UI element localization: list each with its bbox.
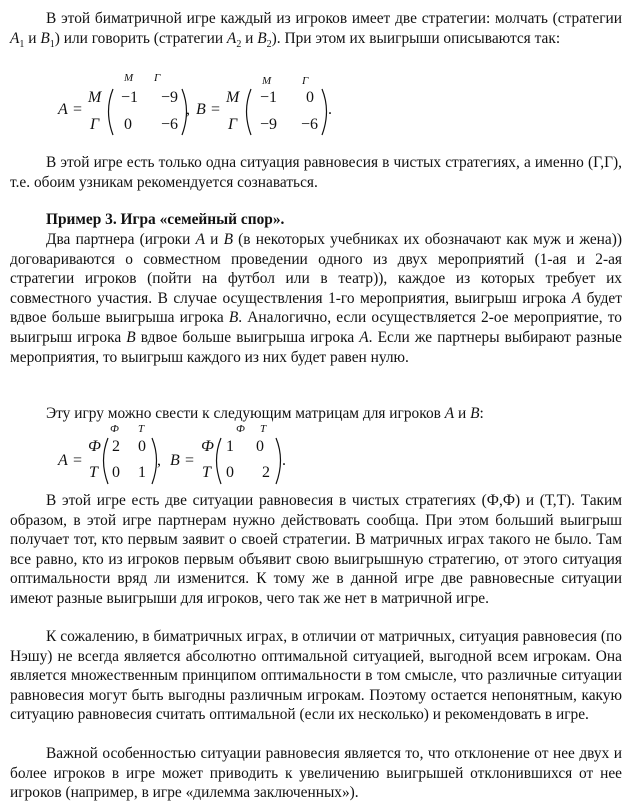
matrix-b-row-label-1: М [226, 89, 240, 106]
matrix-b-separator: . [328, 101, 332, 118]
matrix2-b-cell-1-2: 0 [256, 438, 264, 455]
matrix-b-cell-1-2: 0 [306, 89, 314, 106]
matrix2-a-cell-1-2: 0 [138, 438, 146, 455]
paragraph-strategies: В этой биматричной игре каждый из игроков имеет две стратегии: молчать (стратегии $A_1$ и $B_1$) или говорить (стратегии $A_2$ и $B_2$). При этом их выигрыши описываются так: [10, 10, 622, 50]
matrix-b-brackets [0, 72, 628, 147]
matrix-block-prisoners [0, 72, 628, 147]
matrix-b-cell-2-2: −6 [300, 116, 318, 133]
matrix2-a-cell-2-1: 0 [112, 464, 120, 481]
matrix2-a-name: A [58, 452, 68, 469]
matrix2-a-col-label-1: Ф [110, 423, 119, 435]
matrix2-a-cell-1-1: 2 [112, 438, 120, 455]
matrix-a-col-label-2: Г [154, 72, 161, 84]
matrix-b-col-label-2: Г [302, 75, 309, 87]
example-heading: Пример 3. Игра «семейный спор». [46, 211, 285, 228]
matrix2-a-col-label-2: Т [138, 423, 145, 435]
matrix-b-cell-2-1: −9 [259, 116, 277, 133]
matrix2-b-equals: = [185, 452, 195, 469]
matrix2-b-row-label-1: Ф [201, 438, 214, 455]
paragraph-two-equilibria: В этой игре есть две ситуации равновесия в чистых стратегиях (Ф,Ф) и (Т,Т). Таким образом, в этой игре партнерам нужно действовать сообща. При этом больший выигрыш получает тот, кто первым заявит о своей стратегии. В матричных играх такого не было. Там все равно, кто из игроков первым объявит свою выигрышную стратегию, от этого ситуация оптимальности вряд ли изменится. К тому же в данной игре две равновесные ситуации имеют разные выигрыши для игроков, чего так же нет в матричной игре. [10, 492, 622, 607]
matrix2-b-cell-2-1: 0 [226, 464, 234, 481]
matrix2-b-separator: . [282, 452, 286, 469]
matrix-a-row-label-2: Г [90, 116, 100, 133]
matrix2-a-cell-2-2: 1 [138, 464, 146, 481]
matrix2-a-row-label-2: Т [89, 464, 98, 481]
matrix2-b-cell-2-2: 2 [262, 464, 270, 481]
matrix-a-equals: = [73, 101, 83, 118]
matrix-a-cell-1-1: −1 [120, 89, 138, 106]
matrix-a-cell-2-1: 0 [124, 116, 132, 133]
matrix-b-name: B [196, 101, 206, 118]
matrix2-a-equals: = [73, 452, 83, 469]
matrix2-b-brackets [0, 422, 628, 492]
matrix2-b-cell-1-1: 1 [226, 438, 234, 455]
matrix-b-equals: = [211, 101, 221, 118]
matrix-a-separator: , [186, 101, 190, 118]
matrix-a-row-label-1: М [88, 89, 102, 106]
matrix-b-row-label-2: Г [228, 116, 238, 133]
matrix2-a-row-label-1: Ф [88, 438, 101, 455]
matrix2-b-col-label-1: Ф [236, 423, 245, 435]
matrix2-a-separator: , [157, 452, 161, 469]
matrix-a-cell-1-2: −9 [160, 89, 178, 106]
paragraph-equilibrium-prisoners: В этой игре есть только одна ситуация равновесия в чистых стратегиях, а именно (Г,Г), т.е. обоим узникам рекомендуется сознаваться. [10, 154, 622, 191]
matrix-b-col-label-1: М [262, 75, 272, 87]
paragraph-matrices-intro: Эту игру можно свести к следующим матрицам для игроков A и B: [46, 405, 484, 422]
matrix-a-name: A [58, 101, 68, 118]
matrix-b-cell-1-1: −1 [259, 89, 277, 106]
matrix-block-family [0, 422, 628, 492]
matrix2-b-row-label-2: Т [202, 464, 211, 481]
paragraph-deviation: Важной особенностью ситуации равновесия является то, что отклонение от нее двух и более игроков в игре может приводить к увеличению выигрышей отклонившихся от нее игроков (например, в игре «дилемма заключенных»). [10, 745, 622, 802]
matrix-a-col-label-1: М [124, 72, 134, 84]
matrix2-b-name: B [170, 452, 180, 469]
paragraph-nash-equilibrium: К сожалению, в биматричных играх, в отличии от матричных, ситуация равновесия (по Нэшу) не всегда является абсолютно оптимальной ситуацией, выгодной всем игрокам. Она является множественным принципом оптимальности в том смысле, что различные ситуации равновесия могут быть выгодны различным игрокам. Поэтому остается непонятным, какую ситуацию равновесия считать оптимальной (если их несколько) и рекомендовать в игре. [10, 628, 622, 724]
paragraph-family-dispute: Два партнера (игроки A и B (в некоторых учебниках их обозначают как муж и жена)) договариваются о совместном проведении одного из двух мероприятий (1-ая и 2-ая стратегии игроков (пойти на футбол или в театр)), каждое из которых требует их совместного участия. В случае осуществления 1-го мероприятия, выигрыш игрока A будет вдвое больше выигрыша игрока B. Аналогично, если осуществляется 2-ое мероприятие, то выигрыш игрока B вдвое больше выигрыша игрока A. Если же партнеры выбирают разные мероприятия, то выигрыш каждого из них будет равен нулю. [10, 231, 622, 366]
matrix-a-cell-2-2: −6 [160, 116, 178, 133]
matrix2-b-col-label-2: Т [260, 423, 267, 435]
